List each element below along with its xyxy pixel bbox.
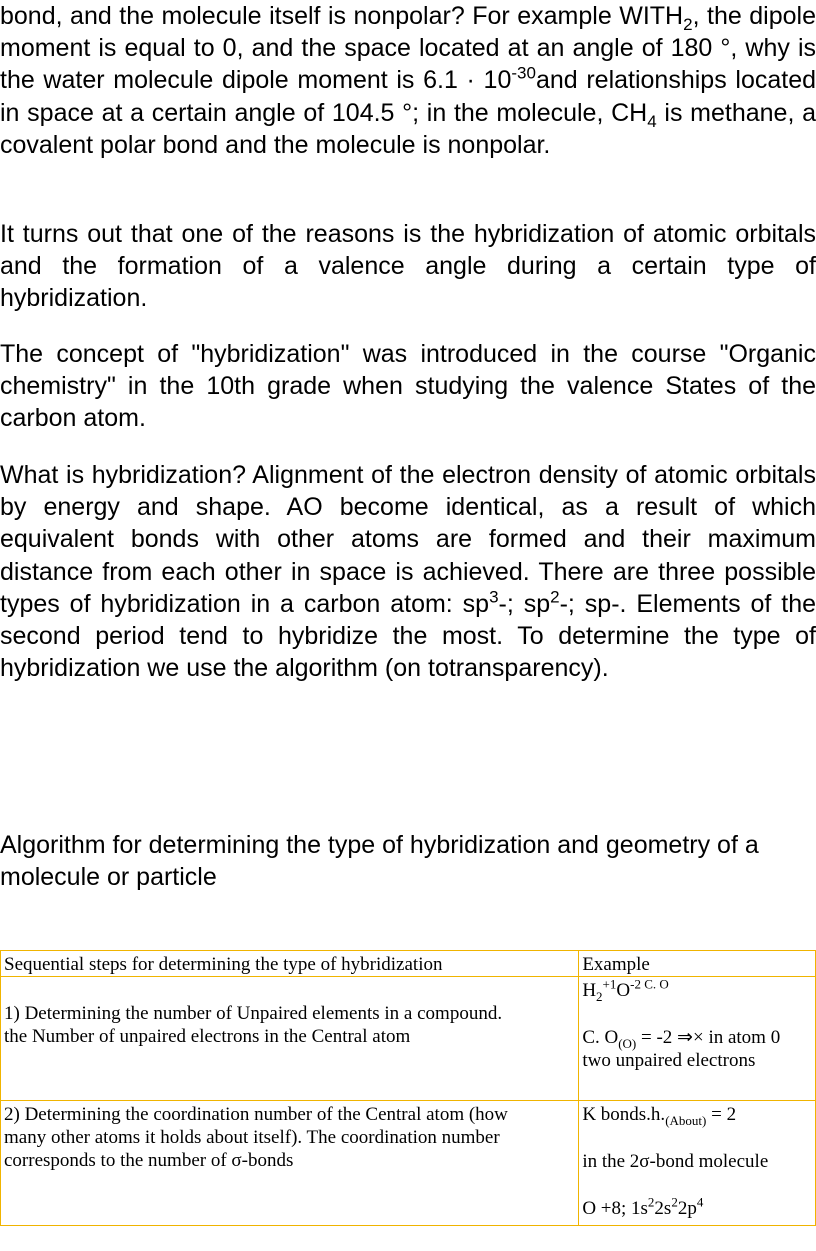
cell-text-line: the Number of unpaired electrons in the Central atom bbox=[4, 1026, 411, 1047]
text-run: is methane, a covalent polar bond and the molecule is nonpolar. bbox=[0, 98, 816, 159]
text-run: = -2 ⇒× in atom 0 bbox=[636, 1027, 781, 1048]
superscript: 3 bbox=[489, 587, 499, 607]
superscript: 4 bbox=[696, 1194, 704, 1210]
text-run: -; sp-. Elements of the second period tend to hybridize the most. To determine the type of hybridization we use the algorithm (on totransparency). bbox=[0, 589, 816, 683]
superscript: -30 bbox=[511, 64, 536, 84]
paragraph-hybridization-reason: It turns out that one of the reasons is the hybridization of atomic orbitals and the formation of a valence angle during a certain type of hybridization. bbox=[0, 220, 816, 313]
table-cell-example-2 bbox=[579, 1101, 816, 1226]
superscript: 2 bbox=[550, 587, 560, 607]
table-header-steps: Sequential steps for determining the type of hybridization bbox=[1, 951, 579, 977]
table-row bbox=[1, 1101, 816, 1226]
text-run: C. O bbox=[582, 1027, 619, 1048]
cell-text-line: two unpaired electrons bbox=[582, 1050, 756, 1071]
superscript: -2 C. O bbox=[630, 976, 669, 992]
paragraph-dipole-moment bbox=[0, 0, 816, 161]
cell-text-line: many other atoms it holds about itself). The coordination number bbox=[4, 1127, 500, 1148]
text-run: = 2 bbox=[706, 1104, 737, 1125]
text-run: 2s bbox=[654, 1198, 672, 1219]
oxidation-state-line bbox=[582, 1026, 812, 1049]
table-header-example: Example bbox=[579, 951, 816, 977]
section-heading-algorithm: Algorithm for determining the type of hybridization and geometry of a molecule or particle bbox=[0, 831, 759, 892]
cell-text-line: 1) Determining the number of Unpaired elements in a compound. bbox=[4, 1003, 503, 1024]
text-run: and relationships located in space at a certain angle of 104.5 °; in the molecule, CH bbox=[0, 66, 816, 127]
cell-text-line: in the 2σ-bond molecule bbox=[582, 1151, 769, 1172]
table-cell-example-1 bbox=[579, 977, 816, 1101]
table-row bbox=[1, 977, 816, 1101]
text-run: H bbox=[582, 980, 597, 1001]
text-run: What is hybridization? Alignment of the electron density of atomic orbitals by energy and shape. AO become identical, as a result of which equivalent bonds with other atoms are formed and their maximum distance from each other in space is achieved. There are three possible types of hybridization in a carbon atom: sp bbox=[0, 461, 816, 618]
electron-configuration-line bbox=[582, 1194, 812, 1220]
text-run: 2p bbox=[677, 1198, 697, 1219]
coordination-number-line bbox=[582, 1103, 812, 1126]
paragraph-hybridization-concept: The concept of "hybridization" was introduced in the course "Organic chemistry" in the 10th grade when studying the valence States of the carbon atom. bbox=[0, 340, 816, 433]
subscript: 2 bbox=[596, 988, 603, 1004]
text-run: O +8; 1s bbox=[582, 1198, 648, 1219]
table-cell-step-2 bbox=[1, 1101, 579, 1226]
text-run: O bbox=[616, 980, 631, 1001]
subscript: (About) bbox=[665, 1112, 707, 1128]
table-cell-step-1 bbox=[1, 977, 579, 1101]
table-header-row bbox=[1, 951, 816, 977]
text-run: -; sp bbox=[498, 589, 551, 618]
cell-text-line: corresponds to the number of σ-bonds bbox=[4, 1150, 294, 1171]
text-run: , the dipole moment is equal to 0, and the space located at an angle of 180 °, why is the water molecule dipole moment is 6.1 · 10 bbox=[0, 2, 816, 95]
algorithm-table bbox=[0, 950, 816, 1226]
cell-text-line: 2) Determining the coordination number of the Central atom (how bbox=[4, 1104, 508, 1125]
superscript: 2 bbox=[671, 1194, 678, 1210]
subscript: (O) bbox=[618, 1035, 637, 1051]
subscript: 4 bbox=[647, 111, 657, 131]
text-run: K bonds.h. bbox=[582, 1104, 666, 1125]
subscript: 2 bbox=[683, 15, 693, 34]
superscript: 2 bbox=[647, 1194, 655, 1210]
water-oxidation-formula bbox=[582, 976, 812, 1004]
text-run: bond, and the molecule itself is nonpolar? For example WITH bbox=[0, 2, 684, 30]
superscript: +1 bbox=[602, 976, 617, 992]
paragraph-what-is-hybridization bbox=[0, 459, 816, 684]
